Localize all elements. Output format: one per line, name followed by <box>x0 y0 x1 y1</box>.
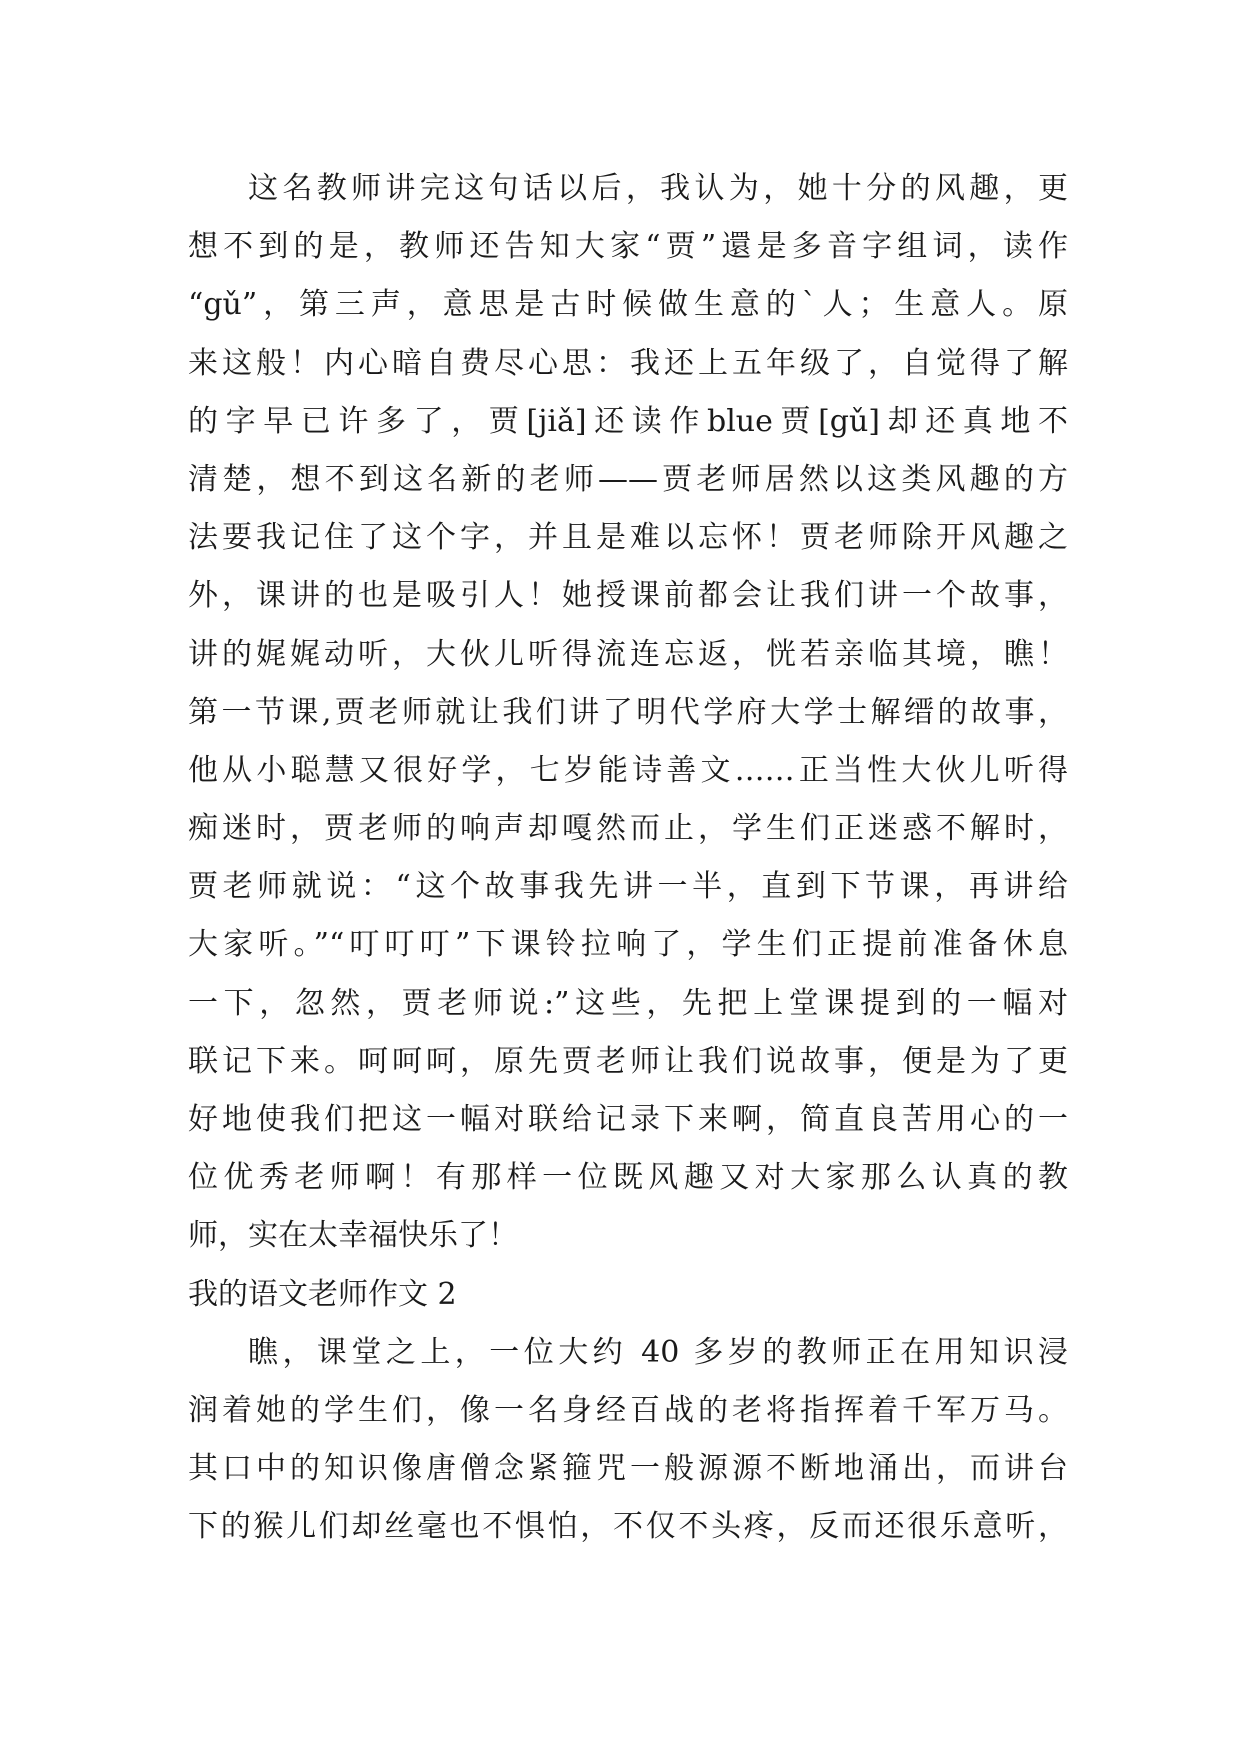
text-line: 这名教师讲完这句话以后，我认为，她十分的风趣，更 <box>248 171 1068 206</box>
document-body <box>188 160 1068 1557</box>
text-line: 师，实在太幸福快乐了！ <box>188 1218 518 1254</box>
text-line: 痴迷时，贾老师的响声却嘎然而止，学生们正迷惑不解时， <box>188 811 1068 847</box>
text-line: 法要我记住了这个字，并且是难以忘怀！贾老师除开风趣之 <box>188 520 1068 556</box>
text-line: 第一节课,贾老师就让我们讲了明代学府大学士解缙的故事， <box>188 694 1068 730</box>
paragraph-2 <box>188 1324 1068 1557</box>
text-line: 其口中的知识像唐僧念紧箍咒一般源源不断地涌出，而讲台 <box>188 1451 1068 1487</box>
text-line: 位优秀老师啊！有那样一位既风趣又对大家那么认真的教 <box>188 1160 1068 1196</box>
text-line: 瞧，课堂之上，一位大约 40 多岁的教师正在用知识浸 <box>248 1334 1068 1370</box>
text-line: 清楚，想不到这名新的老师——贾老师居然以这类风趣的方 <box>188 461 1068 497</box>
text-line: 好地使我们把这一幅对联给记录下来啊，简直良苦用心的一 <box>188 1102 1068 1137</box>
text-line: 一下，忽然，贾老师说:”这些，先把上堂课提到的一幅对 <box>188 985 1068 1021</box>
section-heading: 我的语文老师作文 2 <box>188 1276 457 1312</box>
text-line: 润着她的学生们，像一名身经百战的老将指挥着千军万马。 <box>188 1392 1068 1428</box>
text-line: 下的猴儿们却丝毫也不惧怕，不仅不头疼，反而还很乐意听， <box>188 1509 1068 1545</box>
text-line: 的字早已许多了，贾[jiǎ]还读作blue贾[gǔ]却还真地不 <box>188 403 1068 439</box>
text-line: 联记下来。呵呵呵，原先贾老师让我们说故事，便是为了更 <box>188 1043 1068 1079</box>
paragraph-1 <box>188 160 1068 1266</box>
text-line: 大家听。”“叮叮叮”下课铃拉响了，学生们正提前准备休息 <box>188 927 1068 963</box>
text-line: “gǔ”，第三声，意思是古时候做生意的`人；生意人。原 <box>188 287 1068 323</box>
text-line: 外，课讲的也是吸引人！她授课前都会让我们讲一个故事， <box>188 578 1068 614</box>
text-line: 他从小聪慧又很好学，七岁能诗善文……正当性大伙儿听得 <box>188 752 1068 788</box>
text-line: 想不到的是，教师还告知大家“贾”還是多音字组词，读作 <box>188 229 1068 265</box>
text-line: 讲的娓娓动听，大伙儿听得流连忘返，恍若亲临其境，瞧！ <box>188 636 1068 672</box>
text-line: 来这般！内心暗自费尽心思：我还上五年级了，自觉得了解 <box>188 345 1068 381</box>
text-line: 贾老师就说：“这个故事我先讲一半，直到下节课，再讲给 <box>188 869 1068 905</box>
